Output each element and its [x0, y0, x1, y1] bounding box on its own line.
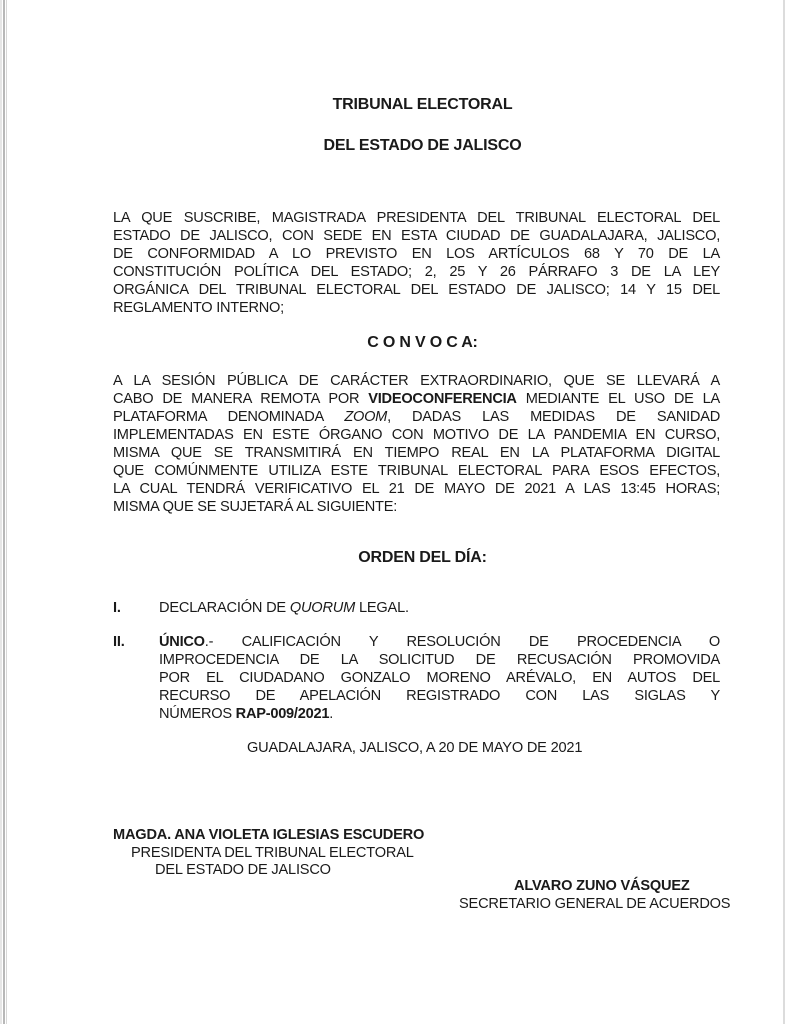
signatory-name: MAGDA. ANA VIOLETA IGLESIAS ESCUDERO	[113, 827, 425, 843]
orden-item-line	[159, 706, 720, 724]
orden-item-text	[159, 600, 409, 616]
orden-item-numeral: I.	[113, 600, 121, 616]
orden-del-dia-heading: ORDEN DEL DÍA:	[358, 549, 487, 566]
orden-item-line	[159, 634, 720, 652]
emphasis-quorum: QUORUM	[289, 600, 356, 616]
convocatoria-line	[113, 409, 720, 427]
convocatoria-line: MISMA QUE SE TRANSMITIRÁ EN TIEMPO REAL EN LA PLATAFORMA DIGITAL	[113, 445, 720, 461]
preamble-line: ESTADO DE JALISCO, CON SEDE EN ESTA CIUDAD DE GUADALAJARA, JALISCO,	[113, 228, 720, 244]
convoca-heading: C O N V O C A:	[367, 334, 478, 351]
emphasis-expediente: RAP-009/2021	[235, 706, 330, 722]
preamble-line: LA QUE SUSCRIBE, MAGISTRADA PRESIDENTA DEL TRIBUNAL ELECTORAL DEL	[113, 210, 720, 226]
signatory-title: DEL ESTADO DE JALISCO	[155, 862, 331, 878]
emphasis-videoconferencia: VIDEOCONFERENCIA	[368, 391, 517, 407]
orden-item-numeral: II.	[113, 634, 125, 650]
text: CABO DE MANERA REMOTA POR	[113, 391, 369, 407]
preamble-line: REGLAMENTO INTERNO;	[113, 300, 284, 316]
emphasis-zoom: ZOOM	[344, 409, 388, 425]
document-title-line1: TRIBUNAL ELECTORAL	[332, 96, 513, 113]
emphasis-unico: ÚNICO	[159, 634, 205, 650]
text: NÚMEROS	[159, 706, 236, 722]
convocatoria-line: IMPLEMENTADAS EN ESTE ÓRGANO CON MOTIVO DE LA PANDEMIA EN CURSO,	[113, 427, 720, 443]
text: DECLARACIÓN DE	[159, 600, 290, 616]
preamble-line: DE CONFORMIDAD A LO PREVISTO EN LOS ARTÍCULOS 68 Y 70 DE LA	[113, 246, 720, 262]
text: PLATAFORMA DENOMINADA	[113, 409, 345, 425]
text: MEDIANTE EL USO DE LA	[516, 391, 720, 407]
preamble-line: ORGÁNICA DEL TRIBUNAL ELECTORAL DEL ESTADO DE JALISCO; 14 Y 15 DEL	[113, 282, 720, 298]
convocatoria-line: MISMA QUE SE SUJETARÁ AL SIGUIENTE:	[113, 499, 398, 515]
signatory-title: SECRETARIO GENERAL DE ACUERDOS	[459, 896, 731, 912]
text: , DADAS LAS MEDIDAS DE SANIDAD	[387, 409, 720, 425]
text: .- CALIFICACIÓN Y RESOLUCIÓN DE PROCEDENCIA O	[204, 634, 720, 650]
orden-item-line: RECURSO DE APELACIÓN REGISTRADO CON LAS SIGLAS Y	[159, 688, 720, 704]
convocatoria-line: QUE COMÚNMENTE UTILIZA ESTE TRIBUNAL ELECTORAL PARA ESOS EFECTOS,	[113, 463, 720, 479]
convocatoria-line	[113, 391, 720, 409]
orden-item-line: IMPROCEDENCIA DE LA SOLICITUD DE RECUSACIÓN PROMOVIDA	[159, 652, 720, 668]
orden-item-line: POR EL CIUDADANO GONZALO MORENO ARÉVALO, EN AUTOS DEL	[159, 670, 720, 686]
signatory-name: ALVARO ZUNO VÁSQUEZ	[514, 878, 690, 894]
convocatoria-line: A LA SESIÓN PÚBLICA DE CARÁCTER EXTRAORDINARIO, QUE SE LLEVARÁ A	[113, 373, 720, 389]
convocatoria-line: LA CUAL TENDRÁ VERIFICATIVO EL 21 DE MAYO DE 2021 A LAS 13:45 HORAS;	[113, 481, 720, 497]
text: LEGAL.	[355, 600, 409, 616]
document-title-line2: DEL ESTADO DE JALISCO	[323, 137, 522, 154]
preamble-line: CONSTITUCIÓN POLÍTICA DEL ESTADO; 2, 25 Y 26 PÁRRAFO 3 DE LA LEY	[113, 264, 720, 280]
text: .	[329, 706, 334, 722]
place-date: GUADALAJARA, JALISCO, A 20 DE MAYO DE 2021	[247, 740, 583, 756]
signatory-title: PRESIDENTA DEL TRIBUNAL ELECTORAL	[131, 845, 414, 861]
